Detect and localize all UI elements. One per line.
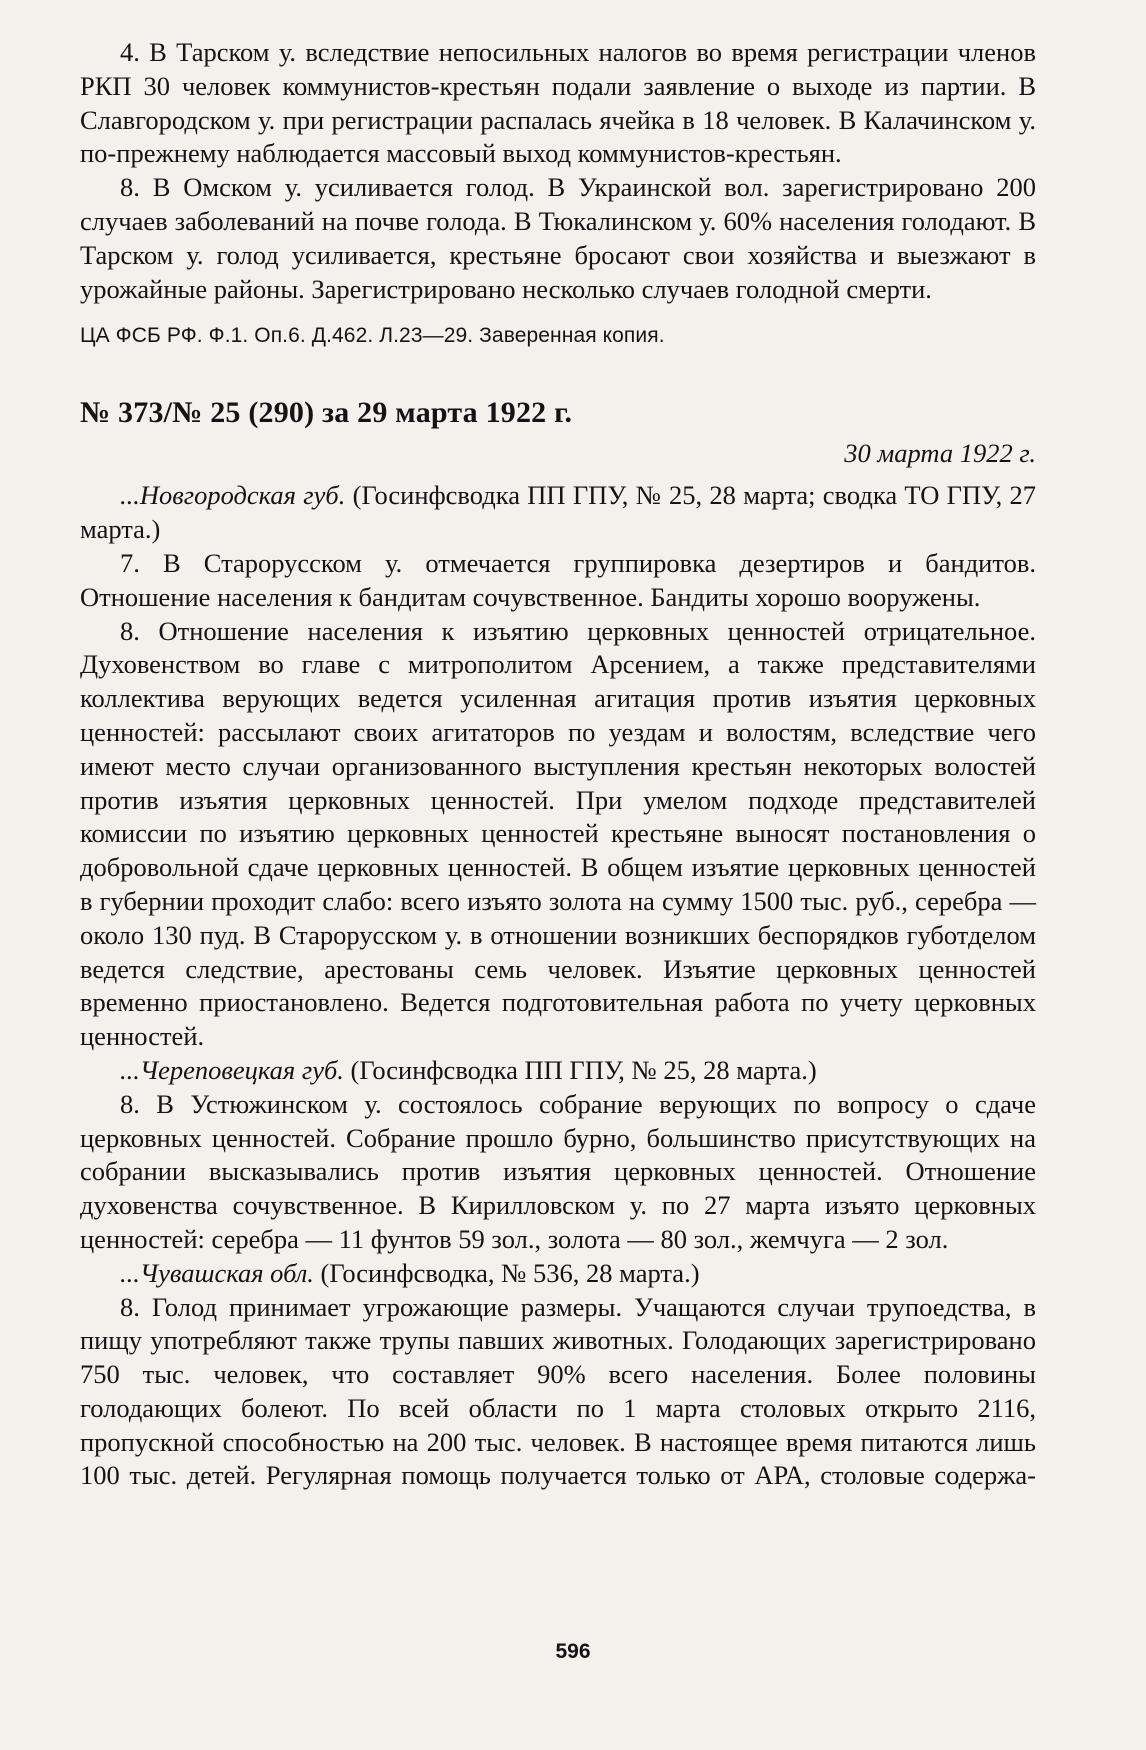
paragraph-cherepovets-meeting: 8. В Устюжинском у. состоялось собрание верующих по вопросу о сдаче церковных ценностей. Собрание прошло бурно, большинство присутствующих на собрании высказывались против изъятия церковных ценностей. Отношение духовенства сочувственное. В Кирилловском у. по 27 марта изъято церковных ценностей: серебра — 11 фунтов 59 зол., золота — 80 зол., жемчуга — 2 зол. bbox=[80, 1088, 1036, 1254]
paragraph-chuvash-famine: 8. Голод принимает угрожающие размеры. Учащаются случаи трупоедства, в пищу употребляют также трупы павших животных. Голодающих зарегистрировано 750 тыс. человек, что составляет 90% всего населения. Более половины голодающих болеют. По всей области по 1 марта столовых открыто 2116, пропускной способностью на 200 тыс. человек. В настоящее время питаются лишь 100 тыс. детей. Регулярная помощь получается только от АРА, столовые содержа- bbox=[80, 1291, 1036, 1491]
source-line-novgorod bbox=[80, 479, 1036, 547]
paragraph-omsk-famine: 8. В Омском у. усиливается голод. В Украинской вол. зарегистрировано 200 случаев заболеваний на почве голода. В Тюкалинском у. 60% населения голодают. В Тарском у. голод усиливается, крестьяне бросают свои хозяйства и выезжают в урожайные районы. Зарегистрировано несколько случаев голодной смерти. bbox=[80, 172, 1036, 304]
source-line-cherepovets bbox=[80, 1054, 1036, 1088]
paragraph-novgorod-bandits: 7. В Старорусском у. отмечается группировка дезертиров и бандитов. Отношение населения к бандитам сочувственное. Бандиты хорошо вооружены. bbox=[80, 547, 1036, 612]
source-cherepovets: (Госинфсводка ПП ГПУ, № 25, 28 марта.) bbox=[343, 1054, 817, 1085]
source-chuvash: (Госинфсводка, № 536, 28 марта.) bbox=[313, 1257, 700, 1288]
paragraph-novgorod-church-valuables: 8. Отношение населения к изъятию церковных ценностей отрицательное. Духовенством во главе с митрополитом Арсением, а также представителями коллектива верующих ведется усиленная агитация против изъятия церковных ценностей: рассылают своих агитаторов по уездам и волостям, вследствие чего имеют место случаи организованного выступления крестьян некоторых волостей против изъятия церковных ценностей. При умелом подходе представителей комиссии по изъятию церковных ценностей крестьяне выносят постановления о добровольной сдаче церковных ценностей. В общем изъятие церковных ценностей в губернии проходит слабо: всего изъято золота на сумму 1500 тыс. руб., серебра — около 130 пуд. В Старорусском у. в отношении возникших беспорядков губотделом ведется следствие, арестованы семь человек. Изъятие церковных ценностей временно приостановлено. Ведется подготовительная работа по учету церковных ценностей. bbox=[80, 615, 1036, 1052]
paragraph-tarsky-registration: 4. В Тарском у. вследствие непосильных налогов во время регистрации членов РКП 30 человек коммунистов-крестьян подали заявление о выходе из партии. В Славгородском у. при регистрации распалась ячейка в 18 человек. В Калачинском у. по-прежнему наблюдается массовый выход коммунистов-крестьян. bbox=[80, 37, 1036, 169]
document-page bbox=[80, 36, 1036, 1493]
source-line-chuvash bbox=[80, 1257, 1036, 1291]
document-date: 30 марта 1922 г. bbox=[844, 438, 1036, 469]
document-heading: № 373/№ 25 (290) за 29 марта 1922 г. bbox=[80, 396, 573, 430]
archive-reference: ЦА ФСБ РФ. Ф.1. Оп.6. Д.462. Л.23—29. Заверенная копия. bbox=[80, 324, 665, 348]
region-chuvash: ...Чувашская обл. bbox=[120, 1257, 314, 1288]
page-number: 596 bbox=[555, 1640, 591, 1663]
region-novgorod: ...Новгородская губ. bbox=[120, 480, 346, 511]
region-cherepovets: ...Череповецкая губ. bbox=[120, 1054, 344, 1085]
source-novgorod: (Госинфсводка ПП ГПУ, № 25, 28 марта; сводка ТО ГПУ, 27 марта.) bbox=[80, 480, 1037, 545]
